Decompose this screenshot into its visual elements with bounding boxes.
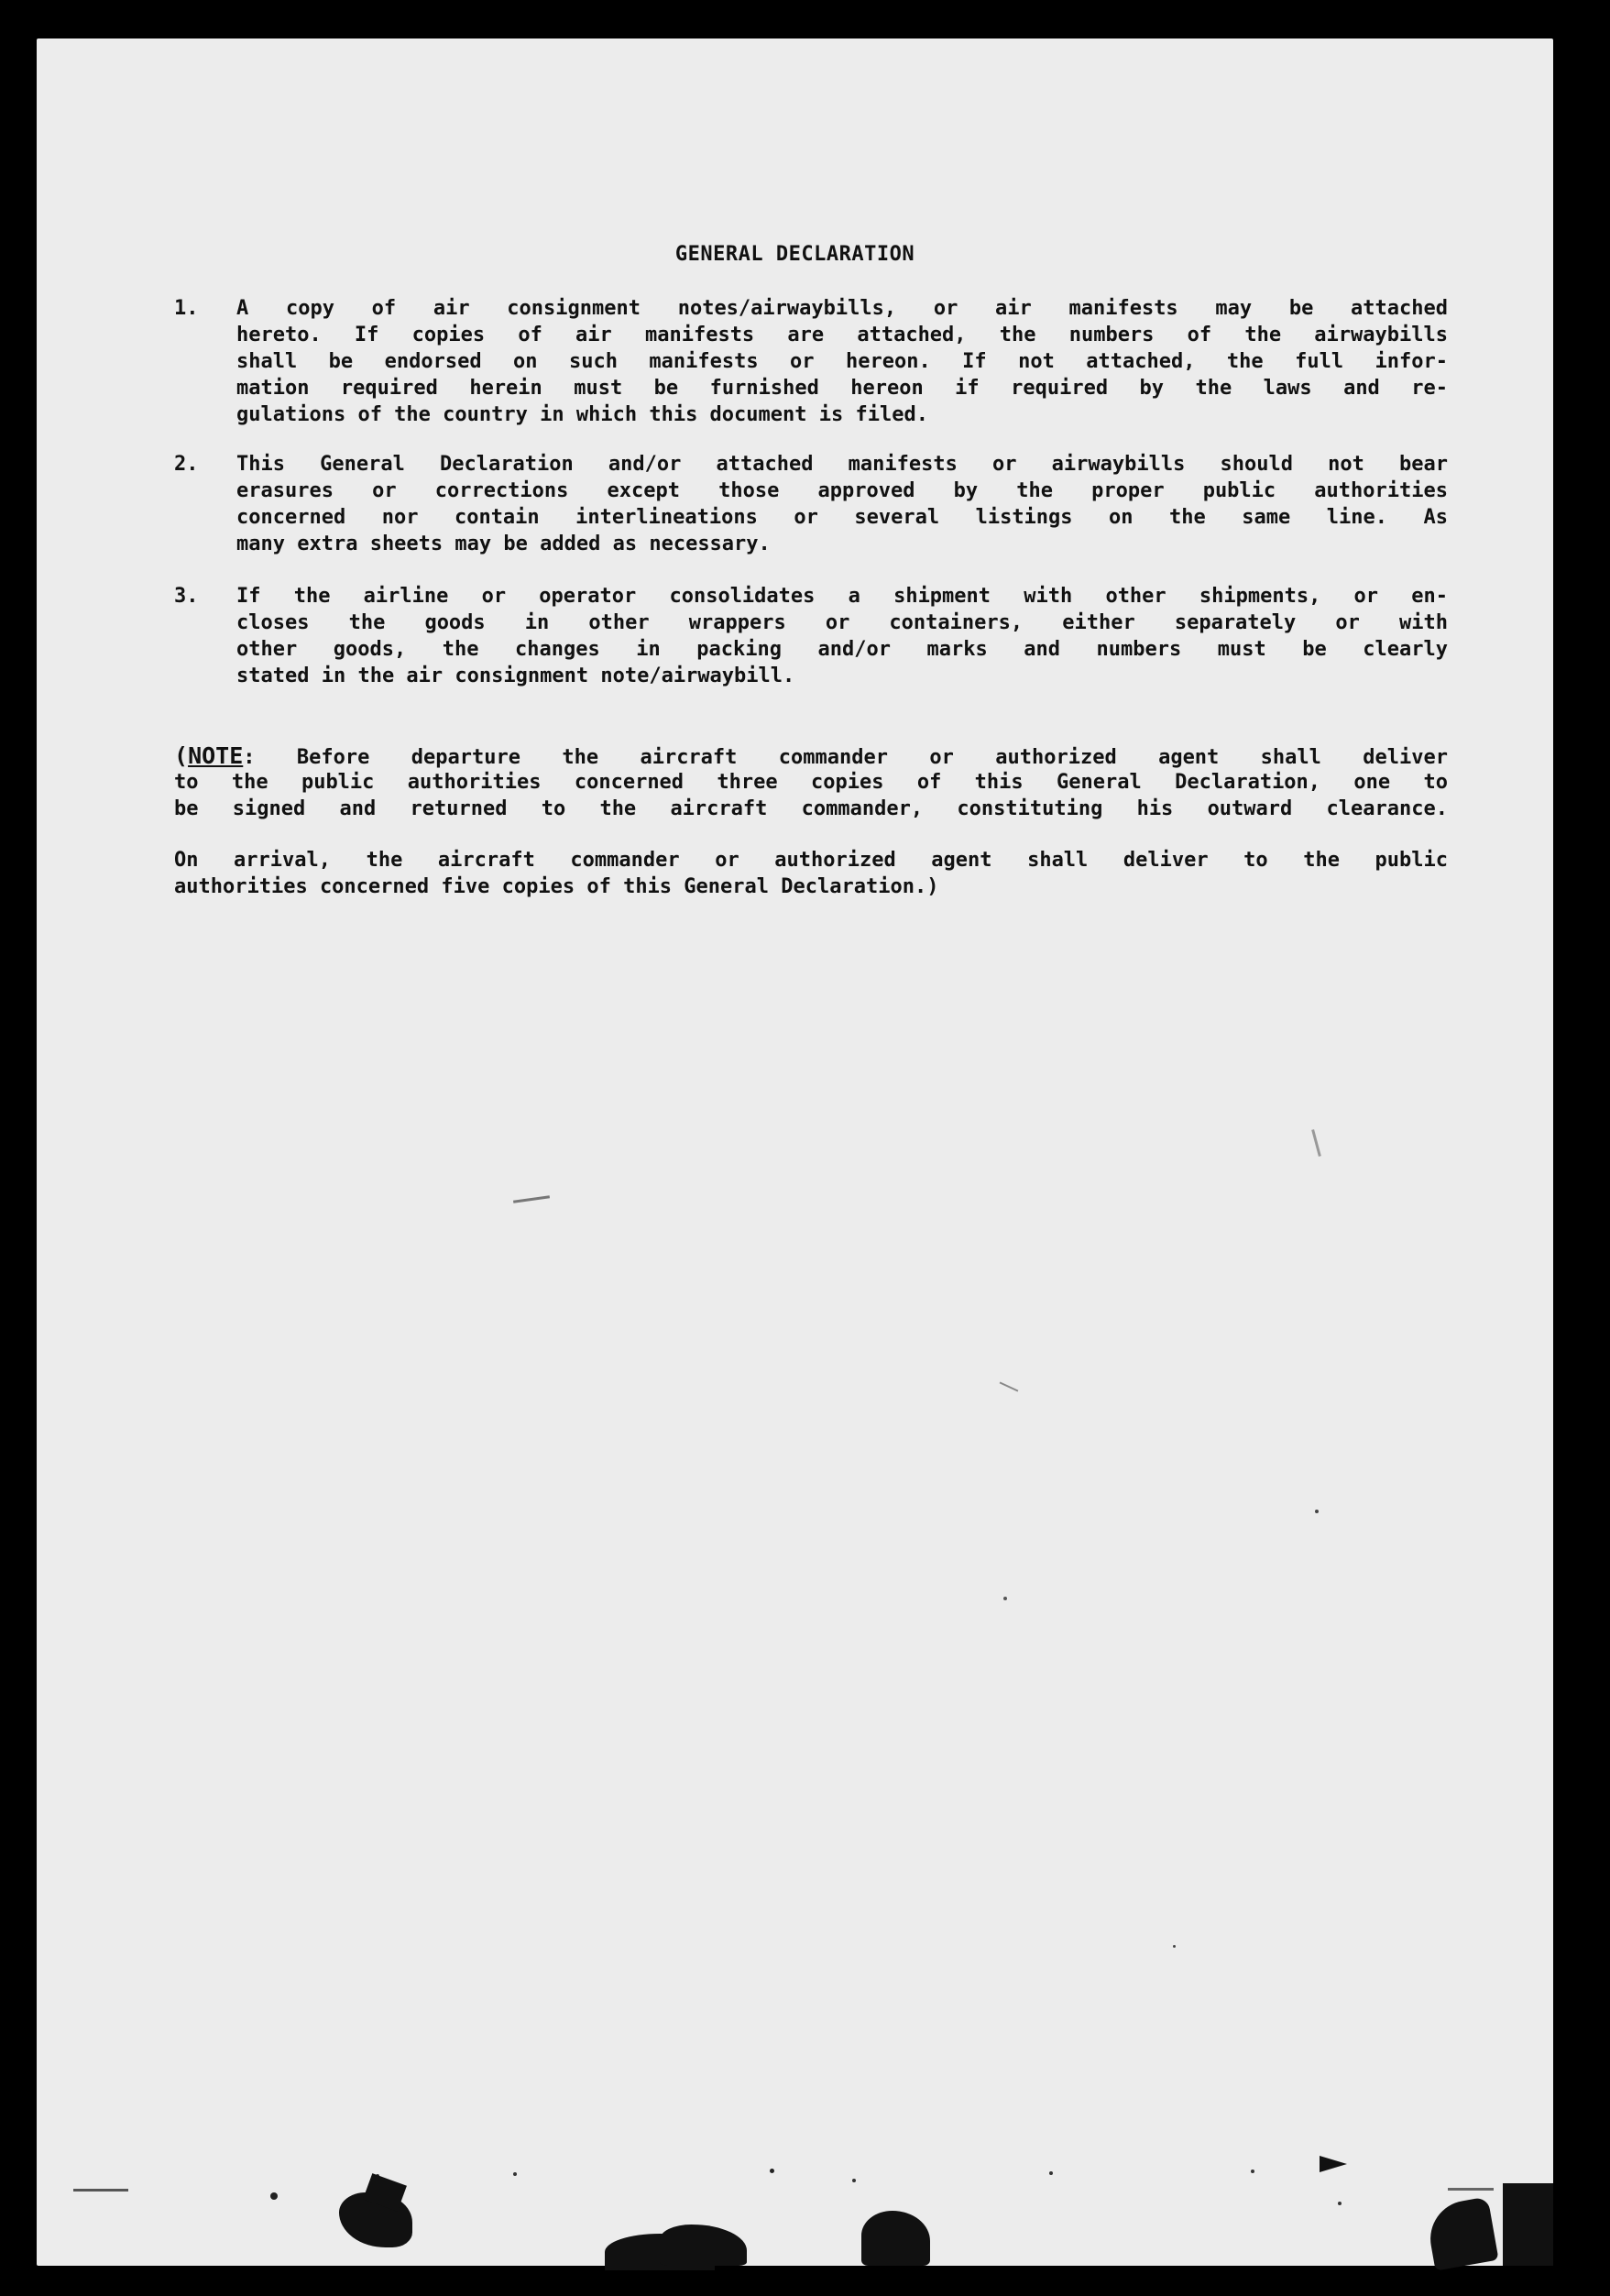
text-line: concerned nor contain interlineations or several listings on the same line. As	[236, 506, 1448, 529]
scan-speck	[513, 2172, 517, 2176]
note-open-paren: (	[174, 742, 189, 769]
text-line: If the airline or operator consolidates a shipment with other shipments, or en-	[236, 585, 1448, 608]
text-line: authorities concerned five copies of this General Declaration.)	[174, 875, 939, 898]
note-first-line-text: Before departure the aircraft commander or authorized agent shall deliver	[255, 746, 1448, 769]
paper-damage	[1503, 2183, 1553, 2266]
note-block	[174, 742, 1448, 822]
text-line: mation required herein must be furnished hereon if required by the laws and re-	[236, 377, 1448, 400]
paper-damage	[1424, 2196, 1498, 2270]
document-page	[37, 38, 1553, 2266]
text-line: closes the goods in other wrappers or containers, either separately or with	[236, 611, 1448, 634]
note-colon: :	[243, 746, 256, 769]
item-text	[236, 451, 1448, 557]
scan-speck	[1003, 1597, 1007, 1600]
scan-speck	[1448, 2188, 1494, 2191]
text-line: stated in the air consignment note/airwaybill.	[236, 665, 795, 687]
scan-speck	[270, 2192, 278, 2200]
paper-damage	[861, 2211, 930, 2266]
text-line: to the public authorities concerned three copies of this General Declaration, one to	[174, 771, 1448, 794]
scan-speck	[1311, 1129, 1321, 1157]
arrival-note-block	[174, 847, 1448, 900]
text-line: This General Declaration and/or attached manifests or airwaybills should not bear	[236, 453, 1448, 476]
item-text	[236, 295, 1448, 428]
note-first-line	[174, 742, 1448, 769]
scan-speck	[1000, 1381, 1019, 1391]
paper-damage	[660, 2225, 747, 2266]
document-title: GENERAL DECLARATION	[674, 243, 915, 266]
scan-speck	[513, 1195, 550, 1203]
scan-speck	[1338, 2202, 1342, 2205]
text-line: erasures or corrections except those approved by the proper public authorities	[236, 479, 1448, 502]
scan-speck	[1315, 1510, 1319, 1513]
text-line: A copy of air consignment notes/airwaybills, or air manifests may be attached	[236, 297, 1448, 320]
item-number: 2.	[174, 453, 199, 476]
text-line: shall be endorsed on such manifests or hereon. If not attached, the full infor-	[236, 350, 1448, 373]
text-line: On arrival, the aircraft commander or authorized agent shall deliver to the public	[174, 849, 1448, 872]
text-line: gulations of the country in which this document is filed.	[236, 403, 928, 426]
item-number: 3.	[174, 585, 199, 608]
scan-speck	[1173, 1945, 1176, 1948]
note-label: NOTE	[188, 742, 244, 769]
scan-speck	[73, 2189, 128, 2192]
text-line: many extra sheets may be added as necessary.	[236, 533, 771, 555]
item-number: 1.	[174, 297, 199, 320]
scan-speck	[852, 2179, 856, 2182]
item-text	[236, 583, 1448, 689]
scan-speck	[1251, 2170, 1254, 2173]
scan-speck	[770, 2169, 774, 2173]
text-line: other goods, the changes in packing and/or marks and numbers must be clearly	[236, 638, 1448, 661]
text-line: hereto. If copies of air manifests are attached, the numbers of the airwaybills	[236, 324, 1448, 346]
scan-speck	[1320, 2156, 1347, 2172]
scan-speck	[1049, 2171, 1053, 2175]
text-line: be signed and returned to the aircraft commander, constituting his outward clearance.	[174, 797, 1448, 820]
